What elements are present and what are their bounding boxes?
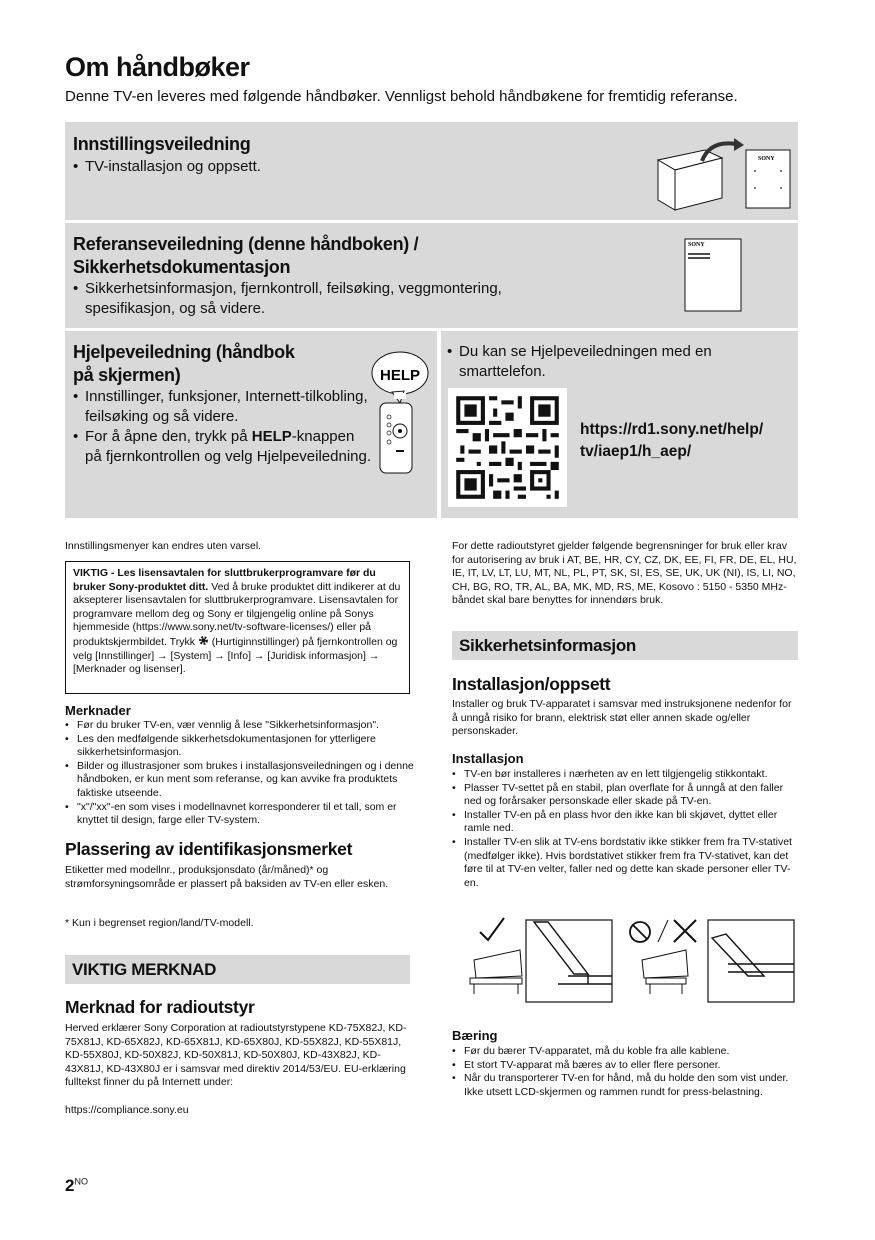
reference-guide-title-line2: Sikkerhetsdokumentasjon <box>73 257 291 277</box>
plassering-heading: Plassering av identifikasjonsmerket <box>65 839 353 859</box>
list-item: • Les den medfølgende sikkerhetsdokumentasjonen for ytterligere sikkerhetsinformasjon. <box>65 733 415 760</box>
help-guide-list <box>73 387 373 467</box>
manual-booklet-icon <box>684 238 744 313</box>
list-item: • Installer TV-en på en plass hvor den ikke kan bli skjøvet, dyttet eller ramle ned. <box>452 809 797 836</box>
list-item: • Sikkerhetsinformasjon, fjernkontroll, feilsøking, veggmontering, spesifikasjon, og så videre. <box>73 279 573 319</box>
reference-guide-list <box>73 279 573 319</box>
reference-guide-title-line1: Referanseveiledning (denne håndboken) / <box>73 234 419 254</box>
list-item: • Du kan se Hjelpeveiledningen med en smarttelefon. <box>447 342 767 382</box>
help-guide-title: Hjelpeveiledning (håndbok på skjermen) <box>73 342 295 385</box>
footnote: * Kun i begrenset region/land/TV-modell. <box>65 917 254 929</box>
setup-guide-list <box>73 157 261 177</box>
compliance-url-link[interactable]: https://compliance.sony.eu <box>65 1104 189 1116</box>
qr-code-icon <box>448 388 567 507</box>
svg-text:SONY: SONY <box>758 156 775 162</box>
tv-box-illustration-icon <box>650 136 795 212</box>
list-item: • Før du bærer TV-apparatet, må du koble fra alle kablene. <box>452 1045 797 1059</box>
list-item: • Innstillinger, funksjoner, Internett-tilkobling, feilsøking og så videre. <box>73 387 373 427</box>
list-item: • Installer TV-en slik at TV-ens bordstativ ikke stikker frem fra TV-stativet (medfølger ikke). Hvis bordstativet stikker frem fra TV-stativet, kan det føre til at TV-en velter, faller ned og dette kan skade personer eller TV-en. <box>452 836 797 890</box>
list-item: • Et stort TV-apparat må bæres av to eller flere personer. <box>452 1059 797 1073</box>
restriction-text: For dette radioutstyret gjelder følgende begrensninger for bruk eller krav for autorisering av bruk i AT, BE, HR, CY, CZ, DK, EE, FI, FR, DE, EL, HU, IE, IT, LV, LT, LU, MT, NL, PL, PT, SK, SI, ES, SE, UK, UK (NI), IS, LI, NO, CH, BG, RO, TR, AL, BA, MK, MD, RS, ME, Kosovo : 5150 - 5350 MHz-båndet skal bare benyttes for innendørs bruk. <box>452 540 797 607</box>
installasjon-heading: Installasjon <box>452 751 524 766</box>
reference-guide-box <box>65 223 798 328</box>
plassering-text: Etiketter med modellnr., produksjonsdato (år/måned)* og strømforsyningsområde er plassert på baksiden av TV-en eller esken. <box>65 864 389 890</box>
settings-note: Innstillingsmenyer kan endres uten varsel. <box>65 540 262 552</box>
page-title: Om håndbøker <box>65 52 250 82</box>
smartphone-list <box>447 342 767 382</box>
baering-heading: Bæring <box>452 1028 498 1043</box>
remote-control-icon <box>370 345 430 475</box>
help-guide-box <box>65 331 437 518</box>
baering-list <box>452 1045 797 1099</box>
setup-guide-box <box>65 122 798 220</box>
merknader-list <box>65 719 415 828</box>
installasjon-list <box>452 768 797 890</box>
list-item: • TV-installasjon og oppsett. <box>73 157 261 177</box>
list-item: • Bilder og illustrasjoner som brukes i installasjonsveiledningen og i denne håndboken, er kun ment som referanse, og kan avvike fra produktets faktiske utseende. <box>65 760 415 801</box>
radio-text: Herved erklærer Sony Corporation at radioutstyrstypene KD-75X82J, KD-75X81J, KD-65X82J, KD-65X81J, KD-65X80J, KD-55X82J, KD-55X81J, KD-55X80J, KD-50X82J, KD-50X81J, KD-50X80J, KD-43X82J, KD-43X81J, KD-43X80J er i samsvar med direktiv 2014/53/EU. EU-erklæring fulltekst finner du på Internett under: <box>65 1022 407 1089</box>
help-label: HELP <box>379 367 421 384</box>
install-heading: Installasjon/oppsett <box>452 674 611 694</box>
list-item: • TV-en bør installeres i nærheten av en lett tilgjengelig stikkontakt. <box>452 768 797 782</box>
help-url-link[interactable]: https://rd1.sony.net/help/ tv/iaep1/h_aep/ <box>580 421 764 460</box>
gear-icon <box>198 635 209 646</box>
viktig-merknad-band: VIKTIG MERKNAD <box>65 955 410 984</box>
merknader-heading: Merknader <box>65 703 131 718</box>
install-text: Installer og bruk TV-apparatet i samsvar med instruksjonene nedenfor for å unngå risiko for brann, elektrisk støt eller annen skade og/eller personskader. <box>452 698 792 738</box>
list-item: • For å åpne den, trykk på HELP-knappen på fjernkontrollen og velg Hjelpeveiledning. <box>73 427 373 467</box>
smartphone-box <box>441 331 798 518</box>
setup-guide-title: Innstillingsveiledning <box>73 134 251 154</box>
correct-placement-illustration-icon <box>466 914 616 1006</box>
page-number: $2^{NO}$ <box>65 1176 88 1195</box>
radio-heading: Merknad for radioutstyr <box>65 997 255 1017</box>
intro-text: Denne TV-en leveres med følgende håndbøker. Vennligst behold håndbøkene for fremtidig referanse. <box>65 88 738 105</box>
eula-notice-bold: VIKTIG - Les lisensavtalen for sluttbrukerprogramvare før du bruker Sony-produktet ditt. <box>73 567 376 593</box>
list-item: • "x"/"xx"-en som vises i modellnavnet korresponderer til et tall, som er knyttet til design, farge eller TV-system. <box>65 801 415 828</box>
incorrect-placement-illustration-icon <box>628 914 796 1006</box>
list-item: • Plasser TV-settet på en stabil, plan overflate for å unngå at den faller ned og forårsaker personskade eller skade på TV-en. <box>452 782 797 809</box>
list-item: • Når du transporterer TV-en for hånd, må du holde den som vist under. Ikke utsett LCD-skjermen og rammen rundt for press-belastning. <box>452 1072 797 1099</box>
eula-notice-box: VIKTIG - Les lisensavtalen for sluttbrukerprogramvare før du bruker Sony-produktet ditt. Ved å bruke produktet ditt indikerer at du aksepterer lisensavtalen for sluttbrukerprogramvare. Lisensavtalen for programvare mellom deg og Sony er tilgjengelig online på Sonys hjemmeside (https://www.sony.net/tv-software-licenses/) eller på produktskjermbildet. Trykk (Hurtiginnstillinger) på fjernkontrollen og velg [Innstillinger] → [System] → [Info] → [Juridisk informasjon] → [Merknader og lisenser]. <box>65 561 410 694</box>
list-item: • Før du bruker TV-en, vær vennlig å lese "Sikkerhetsinformasjon". <box>65 719 415 733</box>
safety-band: Sikkerhetsinformasjon <box>452 631 798 660</box>
booklet-brand: SONY <box>688 242 705 248</box>
